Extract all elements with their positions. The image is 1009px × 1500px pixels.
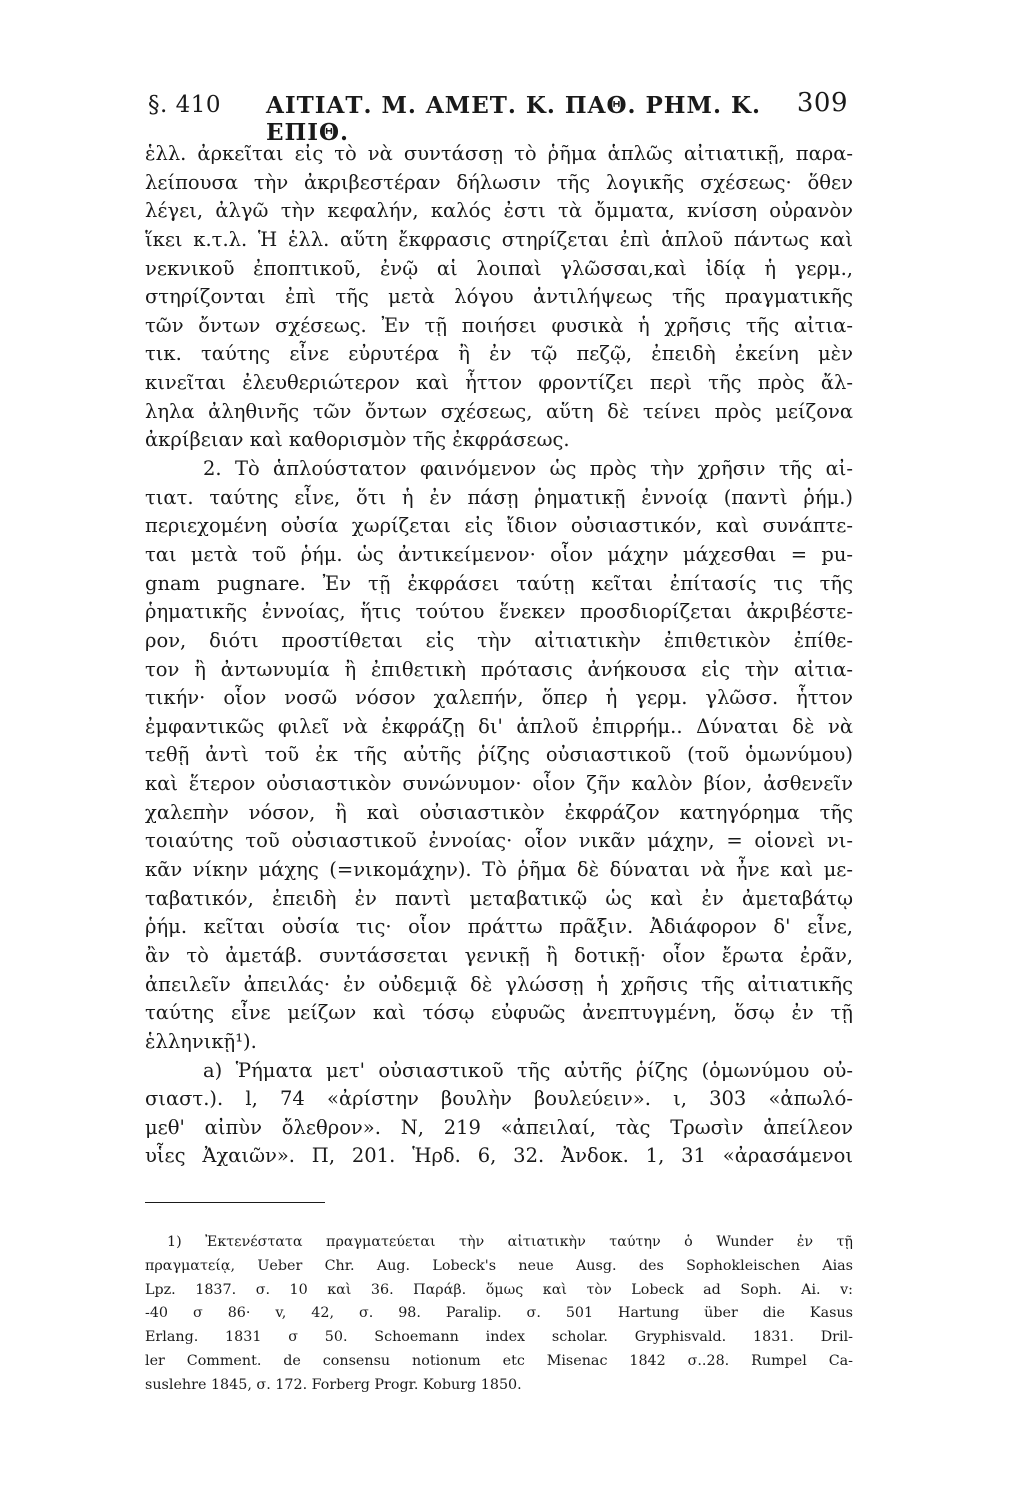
text-line: 2. Τὸ ἁπλούστατον φαινόμενον ὡς πρὸς τὴν χρῆσιν τῆς αἰ- xyxy=(203,457,853,481)
page-number: 309 xyxy=(796,88,848,118)
text-line: λείπουσα τὴν ἀκριβεστέραν δήλωσιν τῆς λογικῆς σχέσεως· ὅθεν xyxy=(145,170,853,194)
text-line: καὶ ἕτερον οὐσιαστικὸν συνώνυμον· οἷον ζῆν καλὸν βίον, ἀσθενεῖν xyxy=(145,772,853,796)
text-line: τοιαύτης τοῦ οὐσιαστικοῦ ἐννοίας· οἷον νικᾶν μάχην, = οἱονεὶ νι- xyxy=(145,829,853,853)
footnote-line: -40 σ 86· v, 42, σ. 98. Paralip. σ. 501 Hartung über die Kasus xyxy=(145,1305,853,1322)
text-line: λέγει, ἀλγῶ τὴν κεφαλήν, καλός ἐστι τὰ ὄμματα, κνίσση οὐρανὸν xyxy=(145,199,853,223)
running-header xyxy=(148,88,848,146)
text-line: νεκνικοῦ ἐποπτικοῦ, ἐνῷ αἱ λοιπαὶ γλῶσσαι,καὶ ἰδίᾳ ἡ γερμ., xyxy=(145,256,853,280)
text-line: ἑλλ. ἀρκεῖται εἰς τὸ νὰ συντάσσῃ τὸ ῥῆμα ἁπλῶς αἰτιατικῇ, παρα- xyxy=(145,142,853,165)
text-line: τικ. ταύτης εἶνε εὐρυτέρα ἢ ἐν τῷ πεζῷ, ἐπειδὴ ἐκείνη μὲν xyxy=(145,342,853,366)
main-text xyxy=(145,140,853,1171)
text-line: υἷες Ἀχαιῶν». Π, 201. Ἡρδ. 6, 32. Ἀνδοκ. 1, 31 «ἀρασάμενοι xyxy=(145,1144,853,1168)
text-line: a) Ῥήματα μετ' οὐσιαστικοῦ τῆς αὐτῆς ῥίζης (ὁμωνύμου οὐ- xyxy=(203,1058,853,1082)
footnote-line: suslehre 1845, σ. 172. Forberg Progr. Koburg 1850. xyxy=(145,1376,522,1393)
text-line: τεθῇ ἀντὶ τοῦ ἐκ τῆς αὐτῆς ῥίζης οὐσιαστικοῦ (τοῦ ὁμωνύμου) xyxy=(145,743,853,767)
text-line: στηρίζονται ἐπὶ τῆς μετὰ λόγου ἀντιλήψεως τῆς πραγματικῆς xyxy=(145,285,853,309)
text-line: ρον, διότι προστίθεται εἰς τὴν αἰτιατικὴν ἐπιθετικὸν ἐπίθε- xyxy=(145,628,853,652)
text-line: ταβατικόν, ἐπειδὴ ἐν παντὶ μεταβατικῷ ὡς καὶ ἐν ἀμεταβάτῳ xyxy=(145,886,853,910)
section-mark: §. 410 xyxy=(148,92,222,118)
text-line: ῥήμ. κεῖται οὐσία τις· οἷον πράττω πρᾶξιν. Ἀδιάφορον δ' εἶνε, xyxy=(145,915,853,939)
text-line: χαλεπὴν νόσον, ἢ καὶ οὐσιαστικὸν ἐκφράζον κατηγόρημα τῆς xyxy=(145,800,853,824)
text-line: τιατ. ταύτης εἶνε, ὅτι ἡ ἐν πάσῃ ῥηματικῇ ἐννοίᾳ (παντὶ ῥήμ.) xyxy=(145,485,853,509)
footnote-line: πραγματείᾳ, Ueber Chr. Aug. Lobeck's neue Ausg. des Sophokleischen Aias xyxy=(145,1257,853,1274)
text-line: τῶν ὄντων σχέσεως. Ἐν τῇ ποιήσει φυσικὰ ἡ χρῆσις τῆς αἰτια- xyxy=(145,313,853,337)
footnote-line: 1) Ἐκτενέστατα πραγματεύεται τὴν αἰτιατικὴν ταύτην ὁ Wunder ἐν τῇ xyxy=(167,1234,853,1250)
text-line: μεθ' αἰπὺν ὄλεθρον». Ν, 219 «ἀπειλαί, τὰς Τρωσὶν ἀπείλεον xyxy=(145,1115,853,1139)
text-line: ληλα ἀληθινῆς τῶν ὄντων σχέσεως, αὕτη δὲ τείνει πρὸς μείζονα xyxy=(145,399,853,423)
text-line: ἂν τὸ ἀμετάβ. συντάσσεται γενικῇ ἢ δοτικῇ· οἷον ἔρωτα ἐρᾶν, xyxy=(145,943,853,967)
text-line: ἀκρίβειαν καὶ καθορισμὸν τῆς ἐκφράσεως. xyxy=(145,428,570,452)
text-line: ἐμφαντικῶς φιλεῖ νὰ ἐκφράζῃ δι' ἁπλοῦ ἐπιρρήμ.. Δύναται δὲ νὰ xyxy=(145,714,853,738)
footnote-line: ler Comment. de consensu notionum etc Misenac 1842 σ..28. Rumpel Ca- xyxy=(145,1352,853,1369)
running-title: ΑΙΤΙΑΤ. Μ. ΑΜΕΤ. Κ. ΠΑΘ. ΡΗΜ. Κ. ΕΠΙΘ. xyxy=(266,92,762,146)
text-line: σιαστ.). l, 74 «ἀρίστην βουλὴν βουλεύειν». ι, 303 «ἀπωλό- xyxy=(145,1087,853,1111)
footnote-rule xyxy=(145,1202,325,1203)
text-line: gnam pugnare. Ἐν τῇ ἐκφράσει ταύτῃ κεῖται ἐπίτασίς τις τῆς xyxy=(145,571,853,595)
text-line: ταύτης εἶνε μείζων καὶ τόσῳ εὐφυῶς ἀνεπτυγμένη, ὅσῳ ἐν τῇ xyxy=(145,1001,853,1025)
text-line: ῥηματικῆς ἐννοίας, ἥτις τούτου ἕνεκεν προσδιορίζεται ἀκριβέστε- xyxy=(145,600,853,624)
text-line: τον ἢ ἀντωνυμία ἢ ἐπιθετικὴ πρότασις ἀνήκουσα εἰς τὴν αἰτια- xyxy=(145,657,853,681)
text-line: κᾶν νίκην μάχης (=νικομάχην). Τὸ ῥῆμα δὲ δύναται νὰ ἦνε καὶ με- xyxy=(145,858,853,882)
text-line: ἑλληνικῇ¹). xyxy=(145,1029,257,1053)
text-line: ἵκει κ.τ.λ. Ἡ ἑλλ. αὕτη ἔκφρασις στηρίζεται ἐπὶ ἁπλοῦ πάντως καὶ xyxy=(145,227,853,251)
text-line: κινεῖται ἐλευθεριώτερον καὶ ἧττον φροντίζει περὶ τῆς πρὸς ἄλ- xyxy=(145,371,853,395)
text-line: τικήν· οἷον νοσῶ νόσον χαλεπήν, ὅπερ ἡ γερμ. γλῶσσ. ἧττον xyxy=(145,686,853,710)
text-line: ἀπειλεῖν ἀπειλάς· ἐν οὐδεμιᾷ δὲ γλώσσῃ ἡ χρῆσις τῆς αἰτιατικῆς xyxy=(145,972,853,996)
footnote-line: Lpz. 1837. σ. 10 καὶ 36. Παράβ. ὅμως καὶ τὸν Lobeck ad Soph. Ai. v: xyxy=(145,1281,853,1298)
text-line: περιεχομένη οὐσία χωρίζεται εἰς ἴδιον οὐσιαστικόν, καὶ συνάπτε- xyxy=(145,514,853,538)
footnotes xyxy=(145,1231,853,1398)
footnote-line: Erlang. 1831 σ 50. Schoemann index scholar. Gryphisvald. 1831. Dril- xyxy=(145,1329,853,1346)
text-line: ται μετὰ τοῦ ῥήμ. ὡς ἀντικείμενον· οἷον μάχην μάχεσθαι = pu- xyxy=(145,542,853,566)
